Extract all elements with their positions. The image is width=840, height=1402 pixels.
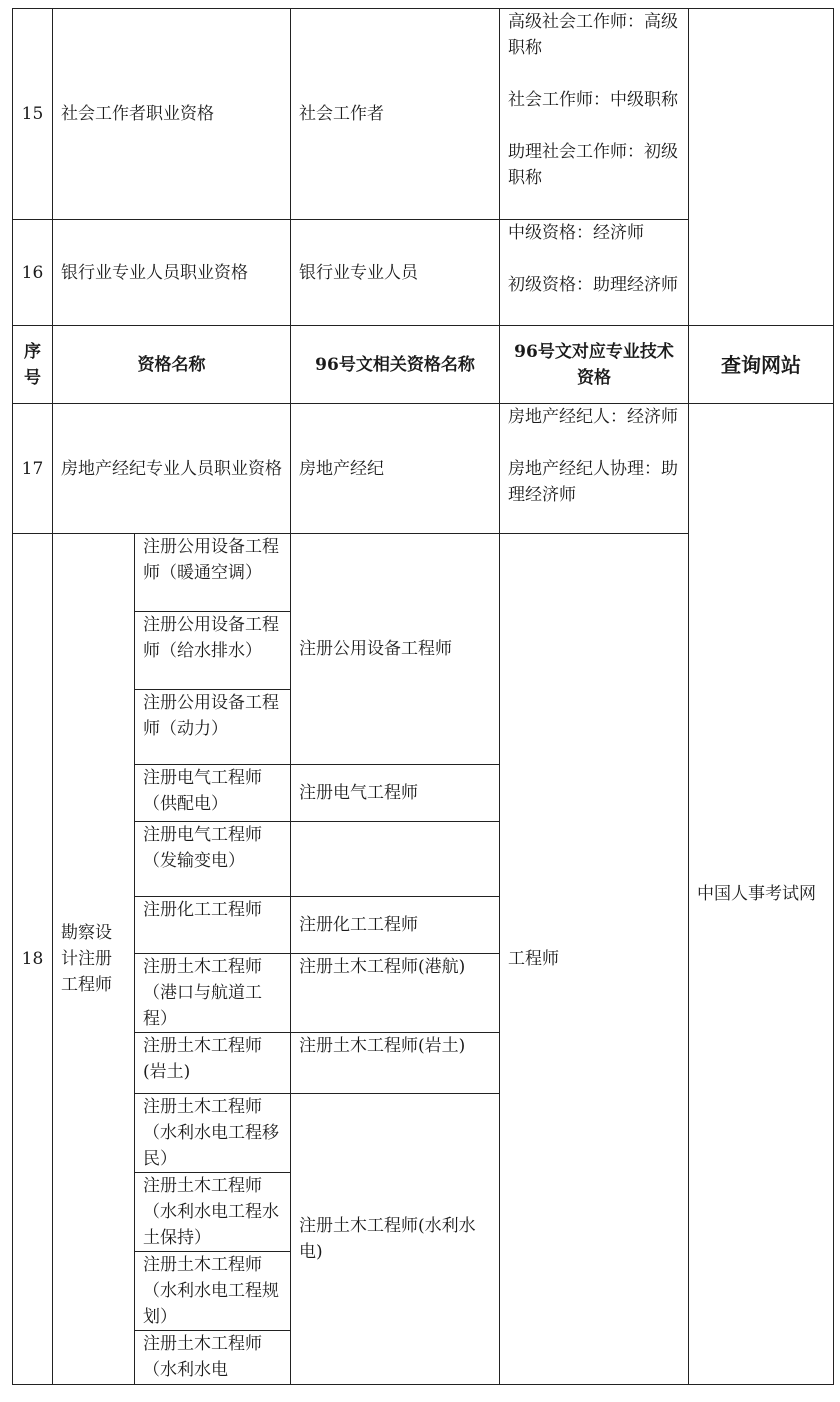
doc96-name: 注册土木工程师(港航) — [291, 954, 500, 1033]
table-row-17 — [13, 404, 834, 534]
tech-item: 助理社会工作师：初级职称 — [508, 142, 678, 188]
sub-qualification: 注册土木工程师（水利水电 — [135, 1331, 291, 1385]
doc96-name: 注册土木工程师(水利水电) — [291, 1094, 500, 1385]
tech-item: 房地产经纪人协理：助理经济师 — [508, 459, 678, 505]
category-name: 勘察设计注册工程师 — [53, 534, 135, 1385]
sub-qualification: 注册化工工程师 — [135, 897, 291, 954]
sub-qualification: 注册土木工程师（水利水电工程水土保持） — [135, 1173, 291, 1252]
sub-qualification: 注册公用设备工程师（暖通空调） — [135, 534, 291, 612]
row-number: 17 — [13, 404, 53, 534]
table-header-row — [13, 326, 834, 404]
query-site: 中国人事考试网 — [689, 404, 834, 1385]
header-site: 查询网站 — [689, 326, 834, 404]
header-name: 资格名称 — [53, 326, 291, 404]
sub-qualification: 注册土木工程师（港口与航道工程） — [135, 954, 291, 1033]
doc96-name: 房地产经纪 — [291, 404, 500, 534]
tech-qualification: 工程师 — [500, 534, 689, 1385]
doc96-name: 注册化工工程师 — [291, 897, 500, 954]
sub-qualification: 注册土木工程师(岩土) — [135, 1033, 291, 1094]
doc96-name: 注册公用设备工程师 — [291, 534, 500, 765]
qualification-name: 房地产经纪专业人员职业资格 — [53, 404, 291, 534]
query-site-cell — [689, 9, 834, 326]
doc96-name: 社会工作者 — [291, 9, 500, 220]
sub-qualification: 注册公用设备工程师（给水排水） — [135, 612, 291, 690]
tech-qualification — [500, 9, 689, 220]
header-number: 序号 — [13, 326, 53, 404]
tech-item: 中级资格：经济师 — [508, 223, 644, 243]
sub-qualification: 注册土木工程师（水利水电工程规划） — [135, 1252, 291, 1331]
doc96-name: 银行业专业人员 — [291, 220, 500, 326]
row-number: 18 — [13, 534, 53, 1385]
tech-item: 高级社会工作师：高级职称 — [508, 12, 678, 58]
table-row-15 — [13, 9, 834, 220]
tech-item: 房地产经纪人：经济师 — [508, 407, 678, 427]
doc96-name-empty — [291, 822, 500, 897]
tech-qualification — [500, 404, 689, 534]
header-tech: 96号文对应专业技术资格 — [500, 326, 689, 404]
tech-item: 社会工作师：中级职称 — [508, 90, 678, 110]
row-number: 16 — [13, 220, 53, 326]
header-doc96: 96号文相关资格名称 — [291, 326, 500, 404]
qualification-table — [12, 8, 834, 1385]
tech-item: 初级资格：助理经济师 — [508, 275, 678, 295]
qualification-name: 社会工作者职业资格 — [53, 9, 291, 220]
tech-qualification — [500, 220, 689, 326]
sub-qualification: 注册电气工程师（发输变电） — [135, 822, 291, 897]
sub-qualification: 注册电气工程师（供配电） — [135, 765, 291, 822]
sub-qualification: 注册土木工程师（水利水电工程移民） — [135, 1094, 291, 1173]
doc96-name: 注册土木工程师(岩土) — [291, 1033, 500, 1094]
sub-qualification: 注册公用设备工程师（动力） — [135, 690, 291, 765]
qualification-name: 银行业专业人员职业资格 — [53, 220, 291, 326]
doc96-name: 注册电气工程师 — [291, 765, 500, 822]
row-number: 15 — [13, 9, 53, 220]
